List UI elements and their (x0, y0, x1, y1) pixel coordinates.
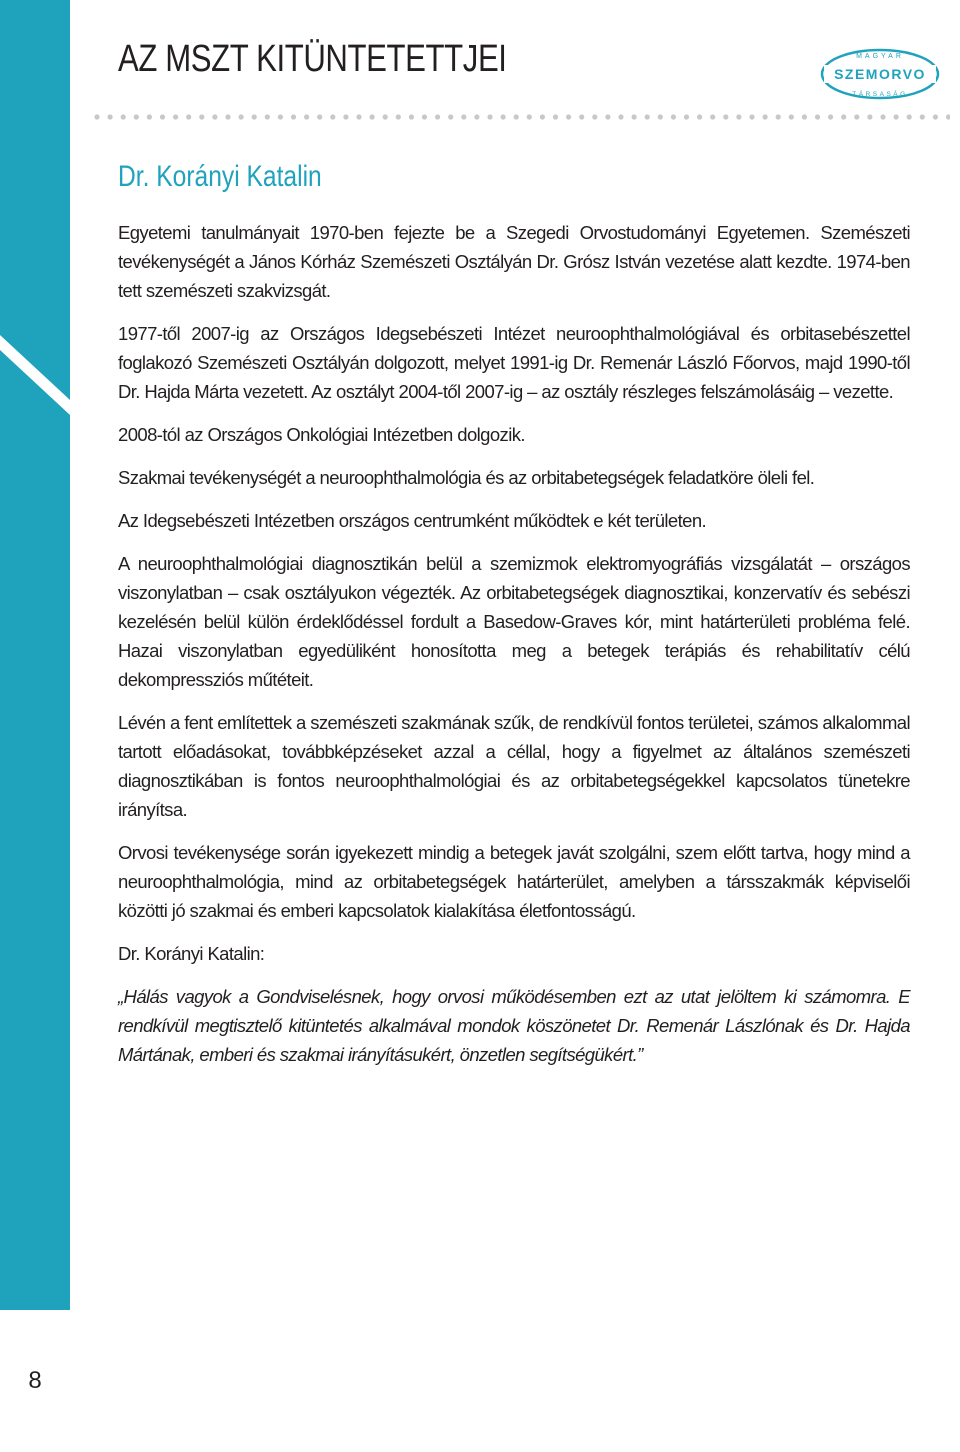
paragraph-4: Szakmai tevékenységét a neuroophthalmológia és az orbitabetegségek feladatköre öleli fel. (118, 467, 815, 488)
logo-arc-top: MAGYAR (856, 53, 904, 60)
logo-wordmark: SZEMORVO (834, 66, 926, 82)
awardee-quote: „Hálás vagyok a Gondviselésnek, hogy orvosi működésemben ezt az utat jelöltem ki számomra. E rendkívül megtisztelő kitüntetés alkalmával mondok köszönetet Dr. Remenár Lászlónak és Dr. Hajda Mártának, emberi és szakmai irányításukért, önzetlen segítségükért.” (118, 986, 910, 1065)
awardee-name: Dr. Korányi Katalin (118, 160, 322, 193)
quote-attribution: Dr. Korányi Katalin: (118, 943, 265, 964)
paragraph-2: 1977-től 2007-ig az Országos Idegsebészeti Intézet neuroophthalmológiával és orbitasebészettel foglakozó Szemészeti Osztályán dolgozott, melyet 1991-ig Dr. Remenár László Főorvos, majd 1990-től Dr. Hajda Márta vezetett. Az osztályt 2004-től 2007-ig – az osztály részleges felszámolásáig – vezette. (118, 323, 910, 402)
paragraph-1: Egyetemi tanulmányait 1970-ben fejezte be a Szegedi Orvostudományi Egyetemen. Szemészeti tevékenységét a János Kórház Szemészeti Osztályán Dr. Grósz István vezetése alatt kezdte. 1974-ben tett szemészeti szakvizsgát. (118, 222, 910, 301)
society-logo (818, 44, 942, 104)
article-body (118, 160, 910, 1083)
sidebar-notch (0, 0, 70, 1452)
logo-arc-bottom: TÁRSASÁG (852, 91, 908, 98)
eye-ring-logo-icon (822, 50, 938, 98)
dotted-divider (94, 114, 950, 120)
page-number: 8 (28, 1367, 42, 1394)
section-title: AZ MSZT KITÜNTETETTJEI (118, 38, 507, 80)
paragraph-5: Az Idegsebészeti Intézetben országos centrumként működtek e két területen. (118, 510, 707, 531)
paragraph-6: A neuroophthalmológiai diagnosztikán belül a szemizmok elektromyográfiás vizsgálatát – országos viszonylatban – csak osztályukon végezték. Az orbitabetegségek diagnosztikai, konzervatív és sebészi kezelésén belül külön érdeklődéssel fordult a Basedow-Graves kór, mint határterületi probléma felé. Hazai viszonylatban egyedüliként honosította meg a betegek terápiás és rehabilitatív célú dekompressziós műtéteit. (118, 553, 910, 690)
paragraph-3: 2008-tól az Országos Onkológiai Intézetben dolgozik. (118, 424, 525, 445)
paragraph-8: Orvosi tevékenysége során igyekezett mindig a betegek javát szolgálni, szem előtt tartva, hogy mind a neuroophthalmológia, mind az orbitabetegségek határterület, amelyben a társszakmák képviselői közötti jó szakmai és emberi kapcsolatok kialakítása életfontosságú. (118, 842, 910, 921)
paragraph-7: Lévén a fent említettek a szemészeti szakmának szűk, de rendkívül fontos területei, számos alkalommal tartott előadásokat, továbbképzéseket azzal a céllal, hogy a figyelmet az általános szemészeti diagnosztikában is fontos neuroophthalmológiai és az orbitabetegségekkel kapcsolatos tünetekre irányítsa. (118, 712, 910, 820)
page-number-box (0, 1310, 70, 1452)
